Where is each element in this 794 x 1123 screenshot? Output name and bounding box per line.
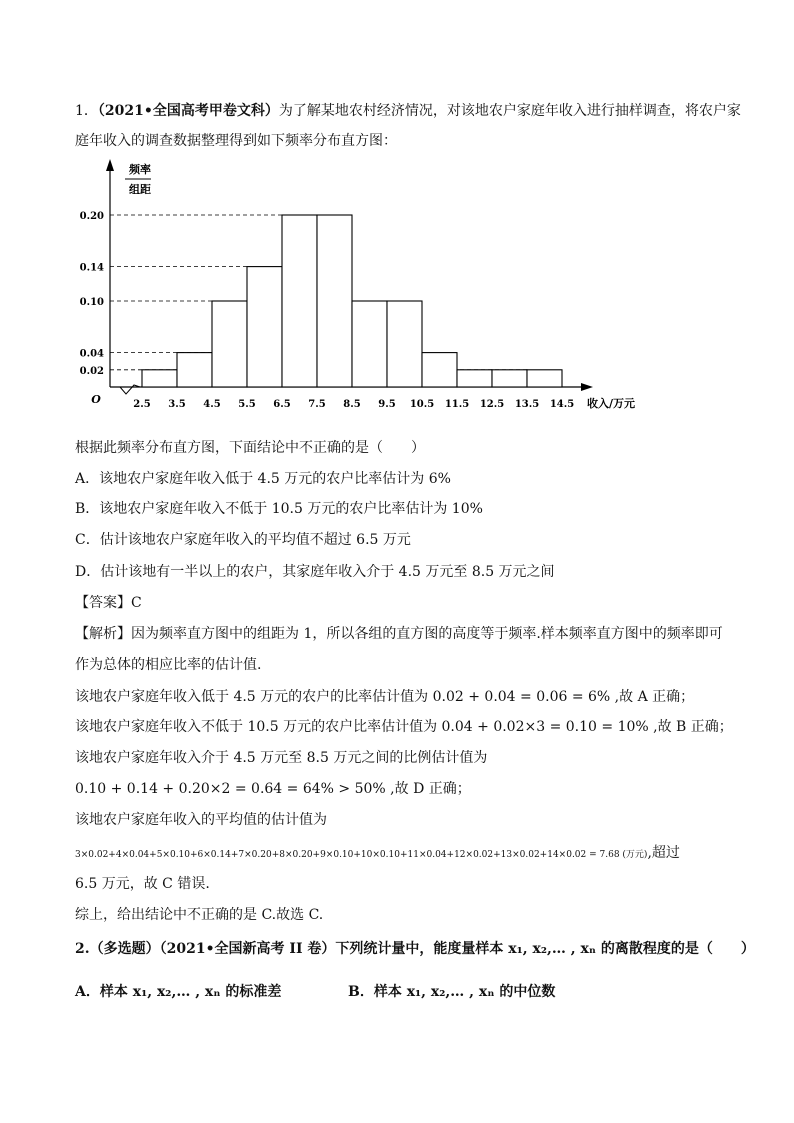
axis-break xyxy=(120,385,140,394)
q1-analysis-4: 该地农户家庭年收入不低于 10.5 万元的农户比率估计值为 0.04 + 0.02×3 = 0.10 = 10% ,故 B 正确； xyxy=(75,719,733,735)
q1-source: （2021•全国高考甲卷文科） xyxy=(97,103,279,119)
origin-label: O xyxy=(91,393,101,406)
q1-option-a: A．该地农户家庭年收入低于 4.5 万元的农户比率估计为 6% xyxy=(75,471,451,487)
histogram-bar xyxy=(527,370,562,387)
y-axis-title-bottom: 组距 xyxy=(129,183,151,196)
y-axis-arrow xyxy=(106,159,114,171)
x-tick-label: 4.5 xyxy=(203,399,221,410)
q1-mean-suffix: ,超过 xyxy=(647,845,680,861)
q1-analysis-1: 【解析】因为频率直方图中的组距为 1，所以各组的直方图的高度等于频率.样本频率直方图中的频率即可 xyxy=(75,626,723,642)
q1-conclusion: 综上，给出结论中不正确的是 C.故选 C. xyxy=(75,907,324,923)
q1-option-b: B．该地农户家庭年收入不低于 10.5 万元的农户比率估计为 10% xyxy=(75,501,483,517)
q2-option-b: B．样本 x₁, x₂,… , xₙ 的中位数 xyxy=(348,984,556,1000)
y-tick-label: 0.10 xyxy=(79,297,104,308)
x-tick-label: 9.5 xyxy=(378,399,396,410)
q2-stem: 2.（多选题）（2021•全国新高考 II 卷）下列统计量中，能度量样本 x₁, x₂,… , xₙ 的离散程度的是（ ） xyxy=(75,941,755,957)
q1-answer: 【答案】C xyxy=(75,595,142,611)
histogram-bar xyxy=(387,301,422,387)
x-tick-label: 2.5 xyxy=(133,399,151,410)
histogram-bar xyxy=(492,370,527,387)
x-tick-label: 11.5 xyxy=(444,399,470,410)
histogram xyxy=(75,155,645,415)
y-tick-label: 0.14 xyxy=(79,262,104,274)
histogram-bar xyxy=(317,215,352,387)
histogram-bar xyxy=(422,353,457,387)
q1-question: 根据此频率分布直方图，下面结论中不正确的是（ ） xyxy=(75,440,425,456)
q1-analysis-2: 作为总体的相应比率的估计值. xyxy=(75,657,262,673)
q1-option-d: D．估计该地有一半以上的农户，其家庭年收入介于 4.5 万元至 8.5 万元之间 xyxy=(75,564,555,580)
x-tick-label: 14.5 xyxy=(549,399,575,410)
q1-analysis-5: 该地农户家庭年收入介于 4.5 万元至 8.5 万元之间的比例估计值为 xyxy=(75,750,488,766)
histogram-bar xyxy=(282,215,317,387)
histogram-bar xyxy=(212,301,247,387)
q1-stem-part1: 为了解某地农村经济情况，对该地农户家庭年收入进行抽样调查，将农户家 xyxy=(278,103,741,119)
y-tick-label: 0.04 xyxy=(79,348,104,360)
y-tick-label: 0.02 xyxy=(79,365,104,377)
histogram-bar xyxy=(177,353,212,387)
q1-mean-formula: 3×0.02+4×0.04+5×0.10+6×0.14+7×0.20+8×0.20+9×0.10+10×0.10+11×0.04+12×0.02+13×0.02+14×0.02 = 7.68 (万元) xyxy=(75,850,648,860)
q1-option-c: C．估计该地农户家庭年收入的平均值不超过 6.5 万元 xyxy=(75,532,411,548)
q1-analysis-7: 该地农户家庭年收入的平均值的估计值为 xyxy=(75,812,327,828)
q1-number: 1． xyxy=(75,103,98,119)
y-axis-title-top: 频率 xyxy=(129,163,151,176)
q1-analysis-6: 0.10 + 0.14 + 0.20×2 = 0.64 = 64% > 50% ,故 D 正确； xyxy=(75,781,471,797)
x-tick-label: 8.5 xyxy=(343,399,361,410)
histogram-bar xyxy=(247,267,282,387)
q1-stem-line2: 庭年收入的调查数据整理得到如下频率分布直方图： xyxy=(75,133,397,149)
x-axis-arrow xyxy=(581,383,593,391)
q1-stem-line1 xyxy=(75,100,741,120)
x-axis-title: 收入/万元 xyxy=(587,397,636,410)
q1-analysis-3: 该地农户家庭年收入低于 4.5 万元的农户的比率估计值为 0.02 + 0.04 = 0.06 = 6% ,故 A 正确； xyxy=(75,689,695,705)
x-tick-label: 3.5 xyxy=(168,399,186,410)
x-tick-label: 12.5 xyxy=(479,399,505,410)
y-tick-label: 0.20 xyxy=(79,211,104,222)
x-tick-label: 5.5 xyxy=(238,399,256,410)
histogram-bar xyxy=(352,301,387,387)
q1-mean-tail: 6.5 万元，故 C 错误. xyxy=(75,876,210,892)
x-tick-label: 7.5 xyxy=(308,399,326,410)
histogram-bar xyxy=(142,370,177,387)
x-tick-label: 13.5 xyxy=(514,399,540,410)
x-tick-label: 10.5 xyxy=(409,399,435,410)
histogram-bar xyxy=(457,370,492,387)
q1-mean-line xyxy=(75,842,680,862)
x-tick-label: 6.5 xyxy=(273,399,291,410)
q2-option-a: A．样本 x₁, x₂,… , xₙ 的标准差 xyxy=(75,984,282,1000)
